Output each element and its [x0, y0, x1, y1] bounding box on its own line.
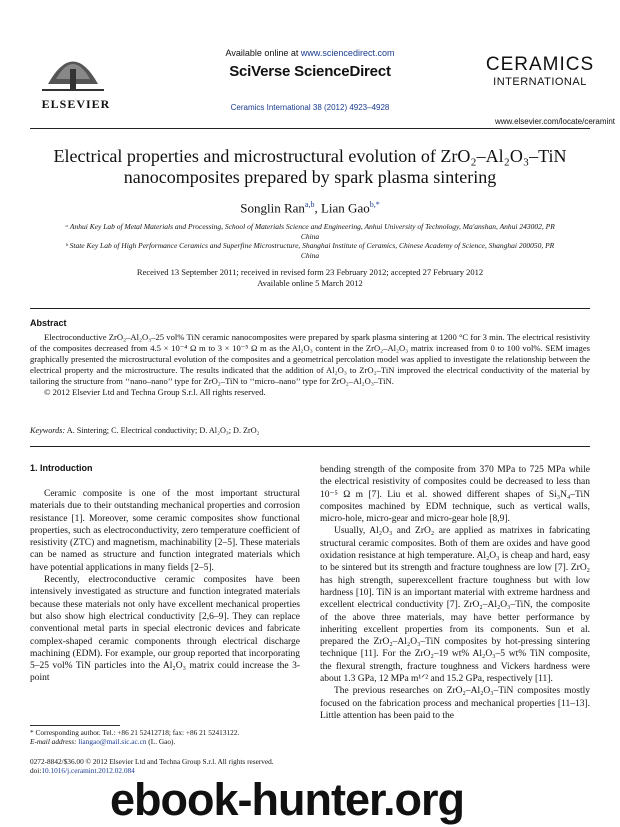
left-column: [30, 488, 300, 685]
watermark: ebook-hunter.org: [110, 774, 464, 825]
copyright: © 2012 Elsevier Ltd and Techna Group S.r.l. All rights reserved.: [44, 387, 266, 397]
paragraph: Ceramic composite is one of the most important structural materials due to their outstanding mechanical properties and corrosion resistance [1]. Moreover, some ceramic composites show functional properties, such as electroconductivity, zero temperature coefficient of resistivity (ZTC) and magnetism, machinability [2–5]. These materials can be named as structure and function integrated materials which have potential applications in many fields [2–5].: [30, 489, 300, 573]
author-2: Lian Gao: [320, 200, 370, 216]
journal-logo-title: CERAMICS: [485, 54, 595, 75]
paragraph: Recently, electroconductive ceramic composites have been intensively investigated as structure and function integrated materials because these materials not only have excellent mechanical properties but also show high electrical conductivity [2,6–9]. They can replace conventional metal parts in special electronic devices and fabricate complex-shaped ceramic components through electrical discharge machining (EDM). For example, our group reported that incorporating 5–25 vol% TiN particles into the Al₂O₃ matrix could increase the 3-point: [30, 575, 300, 684]
affiliation-b: ᵇ State Key Lab of High Performance Ceramics and Superfine Microstructure, Shanghai Institute of Ceramics, Chinese Academy of Science, Shanghai 200050, PR China: [65, 241, 555, 260]
abstract-top-divider: [30, 308, 590, 309]
abstract-heading: Abstract: [30, 318, 67, 328]
paragraph: bending strength of the composite from 370 MPa to 725 MPa while the electrical resistivity of composites could be decreased to less than 10⁻⁵ Ω m [7]. Liu et al. showed different shapes of Si₃N₄–TiN composites machined by EDM technique, such as vertical walls, micro-hole, micro-gear and micro-gear hole [8,9].: [320, 465, 590, 525]
header-divider: [30, 128, 590, 129]
author-1-affil[interactable]: a,b: [304, 200, 315, 209]
page-footer: 0272-8842/$36.00 © 2012 Elsevier Ltd and Techna Group S.r.l. All rights reserved. doi:10.1016/j.ceramint.2012.02.084: [30, 757, 274, 775]
sciencedirect-link[interactable]: www.sciencedirect.com: [300, 48, 395, 58]
availability-line: Available online at www.sciencedirect.com: [225, 48, 395, 58]
abstract-bottom-divider: [30, 446, 590, 447]
article-dates: Received 13 September 2011; received in revised form 23 February 2012; accepted 27 February 2012 Available online 5 March 2012: [136, 267, 484, 288]
journal-logo-subtitle: INTERNATIONAL: [493, 76, 587, 88]
paragraph: The previous researches on ZrO₂–Al₂O₃–TiN composites mostly focused on the fabrication process and mechanical properties [11–13]. Little attention has been paid to the: [320, 686, 590, 721]
section-heading: 1. Introduction: [30, 463, 93, 473]
email-link[interactable]: liangao@mail.sic.ac.cn: [78, 737, 147, 746]
abstract-text: Electroconductive ZrO₂–Al₂O₃–25 vol% TiN ceramic nanocomposites were prepared by spark plasma sintering at 1200 °C for 3 min. The electrical resistivity of the composites decreased from 4.5 × 10⁻⁴ Ω m to 3 × 10⁻⁵ Ω m as the Al₂O₃ content in the ZrO₂–Al₂O₃ matrix increased from 0 to 100 vol%. SEM images graphically presented the microstructural evolution of the composites and a geometrical percolation model was applied to investigate the relationship between the electrical property and the microstructure. The results indicated that the addition of Al₂O₃ to ZrO₂–TiN improved the electrical conductivity of the material by tailoring the structure from ‘‘nano–nano’’ type for ZrO₂–TiN to ‘‘micro–nano’’ type for ZrO₂–Al₂O₃–TiN. © 2012 Elsevier Ltd and Techna Group S.r.l. All rights reserved.: [30, 332, 590, 397]
doi-link[interactable]: 10.1016/j.ceramint.2012.02.084: [41, 766, 135, 775]
journal-url[interactable]: www.elsevier.com/locate/ceramint: [494, 117, 615, 126]
affiliation-a: ᵃ Anhui Key Lab of Metal Materials and Processing, School of Materials Science and Engineering, Anhui University of Technology, Ma'anshan, Anhui 243002, PR China: [65, 222, 555, 241]
footnote-divider: [30, 725, 120, 726]
author-2-affil[interactable]: b,*: [369, 200, 380, 209]
footnote: * Corresponding author. Tel.: +86 21 52412718; fax: +86 21 52413122. E-mail address: liangao@mail.sic.ac.cn (L. Gao).: [30, 728, 240, 746]
right-column: [320, 464, 590, 722]
elsevier-tree-logo: [38, 34, 108, 94]
paragraph: Usually, Al₂O₃ and ZrO₂ are applied as matrixes in fabricating structural ceramic composites. Both of them are oxides and have good oxidation resistance at high temperature. Al₂O₃ is cheap and hard, easy to be sintered but its strength and fracture toughness are low [7]. ZrO₂ has high strength, superexcellent fracture toughness but with low hardness [10]. TiN is an important material with extreme hardness and excellent electrical conductivity [7]. ZrO₂–Al₂O₃–TiN, the composite of the above three materials, may have better performance by inheriting excellent properties from its components. Sun et al. prepared the ZrO₂–Al₂O₃–TiN composites by hot-pressing sintering technique [11]. For the ZrO₂–19 wt% Al₂O₃–5 wt% TiN composite, the flexural strength, fracture toughness and Vickers hardness were about 1.3 GPa, 12 MPa m¹ᐟ² and 15.2 GPa, respectively [11].: [320, 526, 590, 685]
publisher-name: ELSEVIER: [41, 97, 111, 111]
journal-reference[interactable]: Ceramics International 38 (2012) 4923–4928: [230, 103, 390, 112]
article-title: Electrical properties and microstructural evolution of ZrO₂–Al₂O₃–TiN nanocomposites prepared by spark plasma sintering: [53, 146, 567, 187]
author-list: Songlin Ran$^{a,b}$, Lian Gao$^{b,*}$: [240, 200, 380, 216]
sciverse-brand: SciVerse ScienceDirect: [229, 63, 391, 80]
keywords: Keywords: A. Sintering; C. Electrical conductivity; D. Al₂O₃; D. ZrO₂: [30, 426, 260, 435]
author-1: Songlin Ran: [240, 200, 305, 216]
